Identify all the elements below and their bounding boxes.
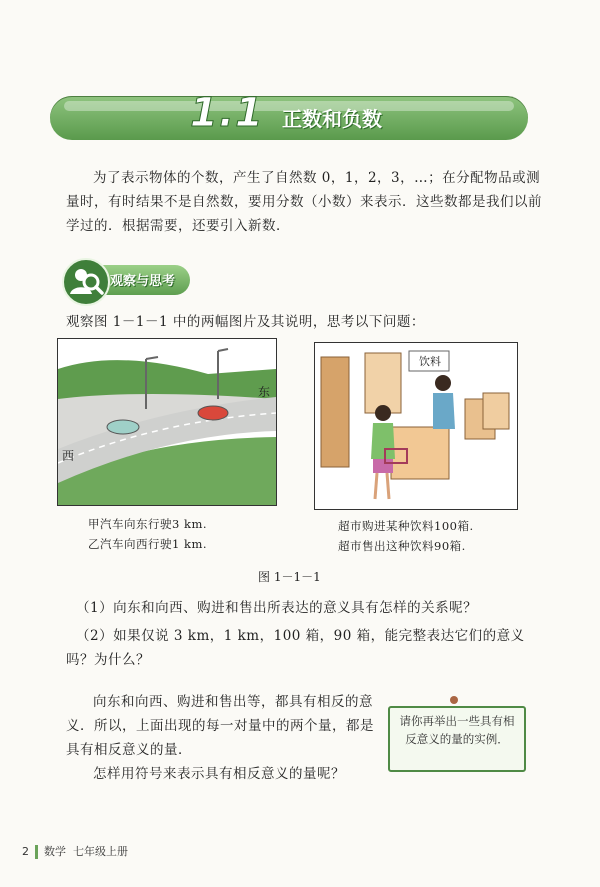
- question-1: （1）向东和向西、购进和售出所表达的意义具有怎样的关系呢？: [76, 600, 478, 616]
- caption-line: 甲汽车向东行驶3 km.: [88, 517, 208, 531]
- footer-subject: 数学: [44, 845, 66, 858]
- observe-icon: [62, 258, 110, 306]
- drinks-sign: 饮料: [419, 355, 441, 368]
- footer-divider: [35, 845, 38, 859]
- intro-paragraph: 为了表示物体的个数，产生了自然数 0，1，2，3，…；在分配物品或测量时，有时结果不是自然数，要用分数（小数）来表示．这些数都是我们以前学过的．根据需要，还要引入新数．: [66, 170, 542, 234]
- observe-badge-label: 观察与思考: [110, 274, 176, 289]
- page-number: 2: [22, 845, 29, 858]
- west-label: 西: [62, 449, 75, 463]
- note-pin-icon: [450, 696, 458, 704]
- caption-line: 超市售出这种饮料90箱.: [338, 539, 466, 553]
- right-figure-caption: [338, 516, 474, 556]
- question-2: （2）如果仅说 3 km，1 km，100 箱，90 箱，能完整表达它们的意义吗？为什么？: [66, 628, 525, 668]
- figure-label: 图 1－1－1: [258, 570, 321, 584]
- symbol-question: 怎样用符号来表示具有相反意义的量呢？: [93, 766, 345, 782]
- caption-line: 乙汽车向西行驶1 km.: [88, 537, 208, 551]
- page-footer: [22, 843, 128, 859]
- footer-book: 七年级上册: [73, 845, 128, 858]
- left-figure-caption: [88, 514, 207, 554]
- supermarket-illustration: [314, 342, 518, 510]
- concept-paragraph: [66, 690, 382, 786]
- east-label: 东: [258, 385, 271, 399]
- note-text: 请你再举出一些具有相反意义的量的实例．: [399, 714, 515, 746]
- opposite-meaning-text: 向东和向西、购进和售出等，都具有相反的意义．所以，上面出现的每一对量中的两个量，都是具有相反意义的量．: [66, 694, 374, 758]
- observe-instruction: 观察图 1－1－1 中的两幅图片及其说明，思考以下问题：: [66, 314, 425, 330]
- section-number: 1.1: [190, 90, 264, 136]
- caption-line: 超市购进某种饮料100箱.: [338, 519, 474, 533]
- section-title: 正数和负数: [282, 107, 382, 131]
- road-illustration: [57, 338, 277, 506]
